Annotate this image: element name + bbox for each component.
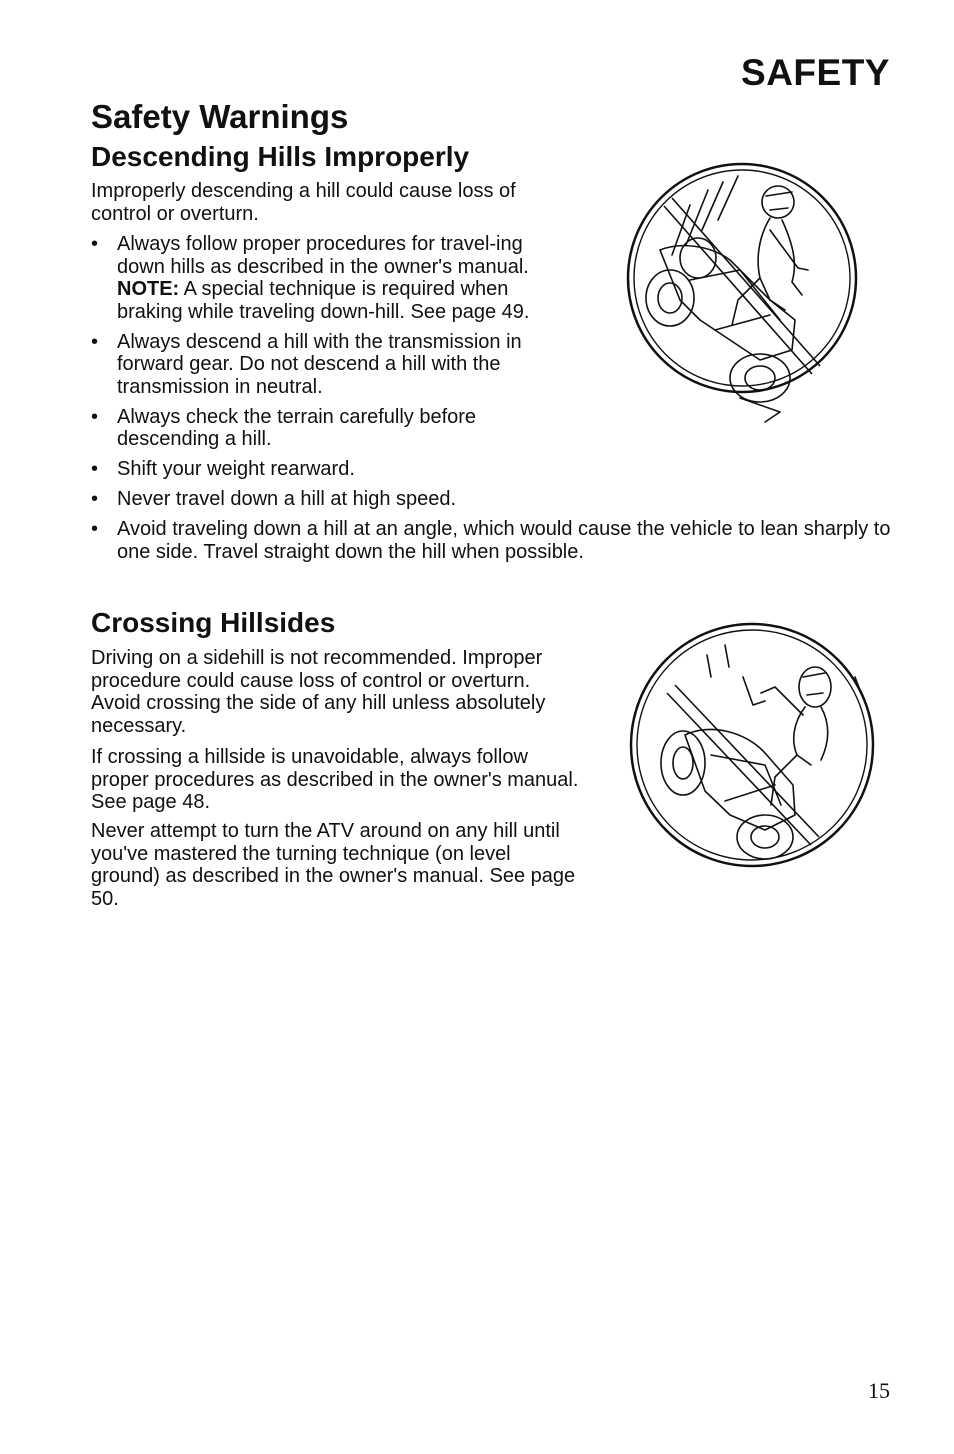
list-item: • Always descend a hill with the transmission in forward gear. Do not descend a hill with the transmission in neutral. bbox=[91, 331, 557, 399]
crossing-paragraph-2: If crossing a hillside is unavoidable, always follow proper procedures as described in the owner's manual. See page 48. bbox=[91, 746, 579, 813]
crossing-paragraph-3: Never attempt to turn the ATV around on any hill until you've mastered the turning technique (on level ground) as described in the owner's manual. See page 50. bbox=[91, 820, 576, 910]
page-title: Safety Warnings bbox=[91, 98, 349, 135]
note-label: NOTE: bbox=[117, 278, 180, 300]
prohibited-atv-descending-icon bbox=[620, 150, 870, 425]
crossing-paragraph-1: Driving on a sidehill is not recommended. Improper procedure could cause loss of control or overturn. Avoid crossing the side of any hill unless absolutely necessary. bbox=[91, 647, 546, 737]
list-item: • Shift your weight rearward. bbox=[91, 458, 891, 481]
heading-descending-hills: Descending Hills Improperly bbox=[91, 141, 470, 172]
list-item: • Always follow proper procedures for travel-ing down hills as described in the owner's manual. NOTE: A special technique is required when braking while traveling down-hill. See page 49. bbox=[91, 233, 567, 323]
list-item: • Always check the terrain carefully before descending a hill. bbox=[91, 406, 557, 451]
section-header: SAFETY bbox=[741, 52, 890, 93]
list-item: • Avoid traveling down a hill at an angle, which would cause the vehicle to lean sharply to one side. Travel straight down the hill when possible. bbox=[91, 518, 897, 563]
descending-intro: Improperly descending a hill could cause loss of control or overturn. bbox=[91, 180, 516, 225]
list-item: • Never travel down a hill at high speed. bbox=[91, 488, 891, 511]
page-number: 15 bbox=[868, 1378, 890, 1403]
prohibited-atv-sidehill-icon bbox=[625, 615, 880, 875]
heading-crossing-hillsides: Crossing Hillsides bbox=[91, 607, 336, 638]
